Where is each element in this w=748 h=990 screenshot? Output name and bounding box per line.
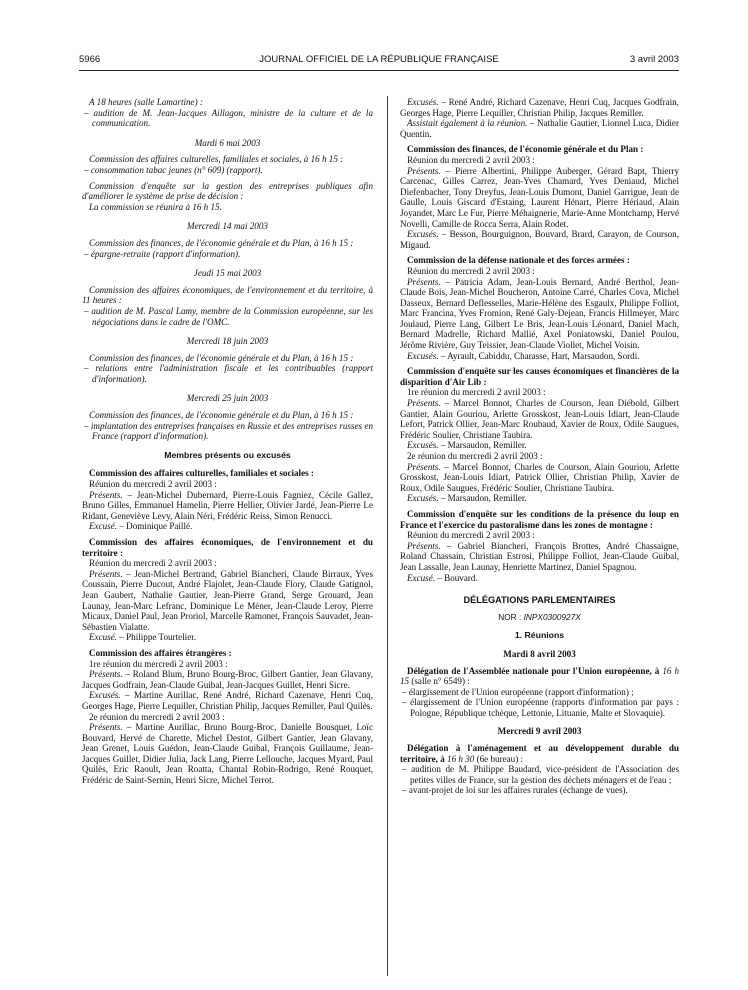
meeting-line: Réunion du mercredi 2 avril 2003 : <box>407 530 535 541</box>
page-header <box>79 54 679 68</box>
members-heading: Membres présents ou excusés <box>164 449 291 460</box>
agenda-item: – audition de M. Pascal Lamy, membre de la Commission européenne, sur les négociations dans le cadre de l'OMC. <box>84 305 373 327</box>
agenda-item: – élargissement de l'Union européenne (rapport d'information) ; <box>402 686 634 697</box>
attending-list: Assistait également à la réunion. – Nathalie Gautier, Lionnel Luca, Didier Quentin. <box>400 118 679 139</box>
excused-list: Excusés. – Besson, Bourguignon, Bouvard, Brard, Carayon, de Courson, Migaud. <box>400 229 679 250</box>
page-number: 5966 <box>79 54 101 65</box>
agenda-item: – avant-projet de loi sur les affaires rurales (échange de vues). <box>402 785 628 796</box>
section-title: Commission des finances, de l'économie générale et du Plan : <box>407 144 644 155</box>
agenda-date: Mardi 8 avril 2003 <box>503 648 576 659</box>
agenda-date: Mercredi 9 avril 2003 <box>497 726 582 737</box>
present-list: Présents. – Jean-Michel Bertrand, Gabriel Biancheri, Claude Birraux, Yves Coussain, Pierre Ducout, André Flajolet, Jean-Claude Flory, Claude Gatignol, Jean Gaubert, Nathalie Gautier, Jean-Pierre Grand, Serge Grouard, Jean Launay, Jean-Marc Lefranc, Dominique Le Mèner, Jean-Claude Leroy, Pierre Micaux, Daniel Paul, Jean Proriol, Marcelle Ramonet, François Sauvadet, Jean-Sébastien Vialatte. <box>82 568 373 632</box>
meeting-line: 2e réunion du mercredi 2 avril 2003 : <box>89 711 225 722</box>
excused-list: Excusés. – René André, Richard Cazenave, Henri Cuq, Jacques Godfrain, Georges Hage, Pierre Lequiller, Christian Philip, Jacques Remiller. <box>400 97 679 118</box>
delegation-title: Délégation de l'Assemblée nationale pour l'Union européenne, à 16 h 15 (salle n° 6549) : <box>400 665 679 687</box>
section-title: Commission de la défense nationale et des forces armées : <box>407 255 630 266</box>
present-list: Présents. – Roland Blum, Bruno Bourg-Broc, Gilbert Gantier, Jean Glavany, Jacques Godfrain, Jean-Claude Guibal, Jean-Jacques Guillet, Henri Sicre. <box>82 669 373 690</box>
excused-list: Excusé. – Philippe Tourtelier. <box>89 632 197 643</box>
agenda-item: – implantation des entreprises françaises en Russie et des entreprises russes en France (rapport d'information). <box>84 420 373 442</box>
delegation-title: Délégation à l'aménagement et au développement durable du territoire, à 16 h 30 (6e bureau) : <box>400 743 679 764</box>
present-list: Présents. – Marcel Bonnot, Charles de Courson, Alain Gouriou, Arlette Grosskost, Jean-Louis Idiart, Patrick Ollier, Christian Philip, Xavier de Roux, Odile Saugues, Frédéric Soulier, Christiane Taubira. <box>400 461 679 493</box>
meeting-line: Réunion du mercredi 2 avril 2003 : <box>89 479 217 490</box>
present-list: Présents. – Pierre Albertini, Philippe Auberger, Gérard Bapt, Thierry Carcenac, Gilles Carrez, Jean-Yves Chamard, Yves Deniaud, Michel Diefenbacher, Tony Dreyfus, Jean-Louis Dumont, Daniel Garrigue, Jean de Gaulle, Louis Giscard d'Estaing, Laurent Hénart, Pierre Hériaud, Alain Joyandet, Marc Le Fur, Pierre Méhaignerie, Marie-Anne Montchamp, Hervé Novelli, Camille de Rocca Serra, Alain Rodet. <box>400 165 679 229</box>
excused-list: Excusés. – Ayrault, Cabiddu, Charasse, Hart, Marsaudon, Sordi. <box>407 350 640 361</box>
section-title: Commission d'enquête sur les conditions de la présence du loup en France et l'exercice du pastoralisme dans les zones de montagne : <box>400 508 679 530</box>
agenda-commission: Commission des finances, de l'économie générale et du Plan, à 16 h 15 : <box>89 352 354 363</box>
section-title: Commission des affaires étrangères : <box>89 647 232 658</box>
meeting-line: Réunion du mercredi 2 avril 2003 : <box>407 154 535 165</box>
present-list: Présents. – Gabriel Biancheri, François Brottes, André Chassaigne, Roland Chassain, Christian Estrosi, Philippe Folliot, Jean-Claude Guibal, Jean Lassalle, Jean Launay, Henriette Martinez, Daniel Spagnou. <box>400 540 679 572</box>
meeting-line: Réunion du mercredi 2 avril 2003 : <box>89 558 217 569</box>
agenda-commission: Commission d'enquête sur la gestion des entreprises publiques afin d'améliorer le système de prise de décision : <box>82 180 373 202</box>
agenda-item: – audition de M. Jean-Jacques Aillagon, ministre de la culture et de la communication. <box>84 107 373 129</box>
agenda-date: Mercredi 18 juin 2003 <box>186 336 269 347</box>
present-list: Présents. – Jean-Michel Dubernard, Pierre-Louis Fagniez, Cécile Gallez, Bruno Gilles, Emmanuel Hamelin, Pierre Hellier, Olivier Jardé, Jean-Pierre Le Ridant, Geneviève Levy, Alain Néri, Frédéric Reiss, Simon Renucci. <box>82 489 373 521</box>
issue-date: 3 avril 2003 <box>629 54 679 65</box>
section-title: Commission des affaires économiques, de l'environnement et du territoire : <box>82 537 373 558</box>
excused-list: Excusés. – Martine Aurillac, René André, Richard Cazenave, Henri Cuq, Georges Hage, Pierre Lequiller, Christian Philip, Jacques Remiller, Paul Quilès. <box>82 690 373 711</box>
agenda-commission: Commission des finances, de l'économie générale et du Plan, à 16 h 15 : <box>89 410 354 421</box>
header-rule <box>79 70 679 71</box>
left-column <box>82 97 373 786</box>
agenda-commission: Commission des affaires économiques, de l'environnement et du territoire, à 11 heures : <box>82 284 373 306</box>
right-column <box>400 97 679 796</box>
section-title: Commission d'enquête sur les causes économiques et financières de la disparition d'Air Lib : <box>400 366 679 387</box>
present-list: Présents. – Marcel Bonnot, Charles de Courson, Jean Diébold, Gilbert Gantier, Alain Gouriou, Arlette Grosskost, Jean-Louis Idiart, Jean-Claude Lefort, Patrick Ollier, Jean-Marc Roubaud, Xavier de Roux, Odile Saugues, Frédéric Soulier, Christiane Taubira. <box>400 398 679 440</box>
agenda-date: Mardi 6 mai 2003 <box>194 137 261 148</box>
present-list: Présents. – Martine Aurillac, Bruno Bourg-Broc, Danielle Bousquet, Loïc Bouvard, Hervé de Charette, Michel Destot, Gilbert Gantier, Jean Glavany, Jean Grenet, Louis Guédon, Jean-Claude Guibal, François Guillaume, Jean-Jacques Guillet, Didier Julia, Jack Lang, Pierre Lellouche, Jacques Myard, Paul Quilès, Eric Raoult, Jean Roatta, Chantal Robin-Rodrigo, René Rouquet, Frédéric de Saint-Sernin, Henri Sicre, Michel Terrot. <box>82 722 373 786</box>
present-list: Présents. – Patricia Adam, Jean-Louis Bernard, André Berthol, Jean-Claude Bois, Jean-Michel Boucheron, Antoine Carré, Charles Cova, Michel Dasseux, Bernard Deflesselles, Marie-Hélène des Esgaulx, Philippe Folliot, Marc Francina, Yves Fromion, René Galy-Dejean, Francis Hillmeyer, Marc Joulaud, Pierre Lang, Gilbert Le Bris, Jean-Louis Léonard, Daniel Mach, Bernard Madrelle, Richard Mallié, Axel Poniatowski, Daniel Poulou, Jérôme Rivière, Guy Teissier, Jean-Claude Viollet, Michel Voisin. <box>400 276 679 351</box>
agenda-item: – épargne-retraite (rapport d'information). <box>84 248 241 259</box>
excused-list: Excusé. – Bouvard. <box>407 572 478 583</box>
agenda-item: – élargissement de l'Union européenne (rapports d'information par pays : Pologne, République tchèque, Lettonie, Lituanie, Malte et Slovaquie). <box>402 697 679 718</box>
column-divider <box>387 96 388 976</box>
delegations-heading: DÉLÉGATIONS PARLEMENTAIRES <box>463 595 616 606</box>
reunions-heading: 1. Réunions <box>514 630 565 641</box>
excused-list: Excusé. – Dominique Paillé. <box>89 521 193 532</box>
agenda-item: – audition de M. Philippe Baudard, vice-président de l'Association des petites villes de France, sur la gestion des déchets ménagers et de l'eau ; <box>402 764 679 785</box>
agenda-time: A 18 heures (salle Lamartine) : <box>89 97 203 107</box>
journal-title: JOURNAL OFFICIEL DE LA RÉPUBLIQUE FRANÇAISE <box>259 54 499 65</box>
agenda-item: – relations entre l'administration fiscale et les contribuables (rapport d'information). <box>84 363 373 384</box>
section-title: Commission des affaires culturelles, familiales et sociales : <box>89 468 314 479</box>
excused-list: Excusés. – Marsaudon, Remiller. <box>407 440 527 451</box>
agenda-commission: Commission des affaires culturelles, familiales et sociales, à 16 h 15 : <box>89 154 344 165</box>
agenda-date: Mercredi 25 juin 2003 <box>186 393 269 404</box>
meeting-line: 1re réunion du mercredi 2 avril 2003 : <box>407 387 546 398</box>
excused-list: Excusés. – Marsaudon, Remiller. <box>407 493 527 504</box>
meeting-line: Réunion du mercredi 2 avril 2003 : <box>407 265 535 276</box>
agenda-date: Mercredi 14 mai 2003 <box>187 221 268 232</box>
meeting-line: 2e réunion du mercredi 2 avril 2003 : <box>407 451 543 461</box>
nor-reference: NOR : INPX0300927X <box>498 611 581 622</box>
agenda-item: La commission se réunira à 16 h 15. <box>89 201 222 212</box>
agenda-commission: Commission des finances, de l'économie générale et du Plan, à 16 h 15 : <box>89 237 354 248</box>
meeting-line: 1re réunion du mercredi 2 avril 2003 : <box>89 658 228 669</box>
agenda-date: Jeudi 15 mai 2003 <box>193 268 262 279</box>
agenda-item: – consommation tabac jeunes (n° 609) (rapport). <box>84 164 263 175</box>
